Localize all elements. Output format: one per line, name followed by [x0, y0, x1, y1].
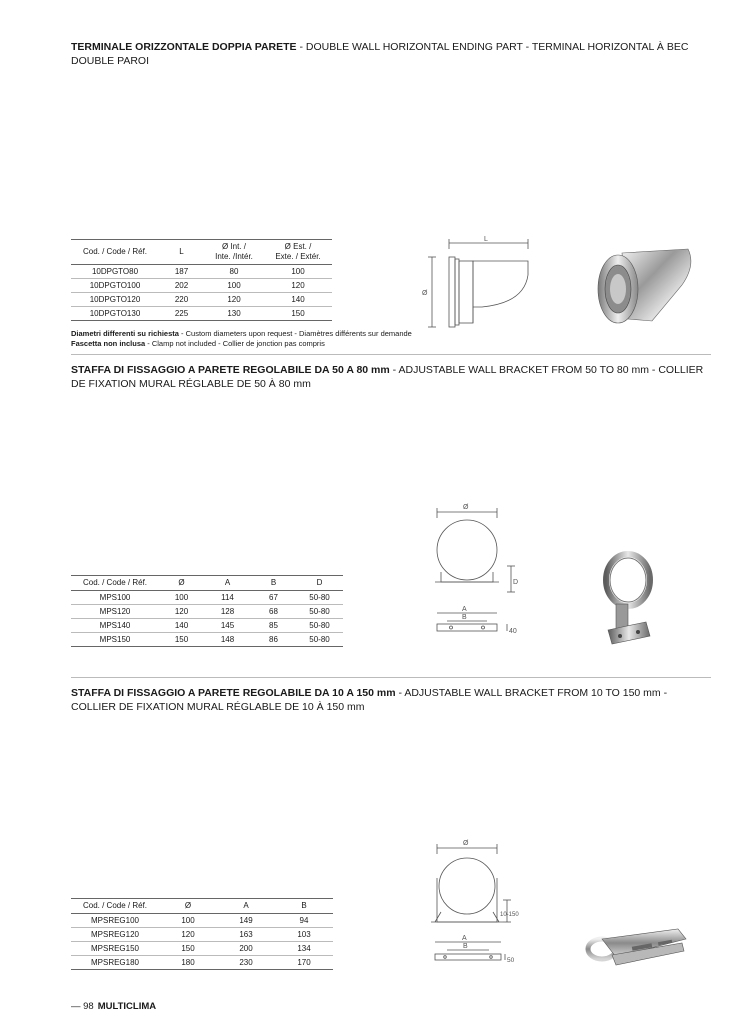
- section2-title-rest: - ADJUSTABLE WALL BRACKET FROM 50 TO 80 mm - COLLIER DE FIXATION MURAL RÉGLABLE DE 50 À 80 mm: [71, 364, 704, 390]
- col-header-code: Cod. / Code / Réf.: [71, 240, 159, 265]
- label-diameter: Ø: [422, 290, 428, 297]
- table-row: MPS120 120 128 68 50-80: [71, 605, 343, 619]
- table-row: 10DPGTO80 187 80 100: [71, 265, 332, 279]
- table-row: MPSREG100 100 149 94: [71, 914, 333, 928]
- col-header-diameter: Ø: [159, 576, 204, 591]
- label-b: B: [462, 614, 467, 621]
- section1-title: [71, 40, 711, 68]
- section1-notes: [71, 329, 412, 349]
- table-row: MPS150 150 148 86 50-80: [71, 633, 343, 647]
- section1-table: [71, 239, 332, 321]
- bracket-photo: [598, 550, 668, 650]
- page-number: — 98: [71, 1001, 94, 1012]
- terminal-photo: [592, 245, 697, 330]
- bracket-technical-drawing: [425, 500, 525, 640]
- label-diameter: Ø: [463, 840, 469, 847]
- label-diameter: Ø: [463, 504, 469, 511]
- section2-title-bold: STAFFA DI FISSAGGIO A PARETE REGOLABILE DA 50 A 80 mm: [71, 364, 390, 376]
- label-d: D: [513, 579, 519, 586]
- section1-title-bold: TERMINALE ORIZZONTALE DOPPIA PARETE: [71, 41, 297, 53]
- section3-table: [71, 898, 333, 970]
- col-header-diameter: Ø: [159, 899, 217, 914]
- col-header-b: B: [275, 899, 333, 914]
- note-clamp: Fascetta non inclusa - Clamp not included - Collier de jonction pas compris: [71, 339, 325, 348]
- section3-title-bold: STAFFA DI FISSAGGIO A PARETE REGOLABILE DA 10 A 150 mm: [71, 687, 396, 699]
- section-divider: [71, 677, 711, 678]
- table-row: MPS100 100 114 67 50-80: [71, 591, 343, 605]
- brand-name: MULTICLIMA: [97, 1001, 157, 1012]
- table-row: MPSREG150 150 200 134: [71, 942, 333, 956]
- label-a: A: [462, 935, 467, 942]
- table-header-row: [71, 240, 332, 265]
- col-header-d: D: [296, 576, 343, 591]
- label-height: 50: [507, 957, 515, 964]
- section2-table: [71, 575, 343, 647]
- col-header-a: A: [204, 576, 251, 591]
- table-row: 10DPGTO100 202 100 120: [71, 279, 332, 293]
- label-range: 10-150: [500, 912, 519, 918]
- table-row: 10DPGTO130 225 130 150: [71, 307, 332, 321]
- page-footer: [71, 1001, 156, 1012]
- col-header-code: Cod. / Code / Réf.: [71, 899, 159, 914]
- label-b: B: [463, 943, 468, 950]
- note-custom-diameters: Diametri differenti su richiesta - Custom diameters upon request - Diamètres différents sur demande: [71, 329, 412, 338]
- terminal-technical-drawing: [420, 235, 540, 335]
- col-header-int: Ø Int. / Inte. /Intér.: [204, 240, 264, 265]
- col-header-a: A: [217, 899, 275, 914]
- table-header-row: [71, 899, 333, 914]
- section3-title-rest: - ADJUSTABLE WALL BRACKET FROM 10 TO 150 mm - COLLIER DE FIXATION MURAL RÉGLABLE DE 10 À 150 mm: [71, 687, 668, 713]
- table-row: MPSREG120 120 163 103: [71, 928, 333, 942]
- section-divider: [71, 354, 711, 355]
- label-a: A: [462, 606, 467, 613]
- table-row: 10DPGTO120 220 120 140: [71, 293, 332, 307]
- col-header-l: L: [159, 240, 204, 265]
- section1-title-rest: - DOUBLE WALL HORIZONTAL ENDING PART - TERMINAL HORIZONTAL À BEC DOUBLE PAROI: [71, 41, 689, 67]
- adjustable-bracket-technical-drawing: [425, 838, 535, 968]
- col-header-code: Cod. / Code / Réf.: [71, 576, 159, 591]
- section3-title: [71, 686, 711, 714]
- adjustable-bracket-photo: [582, 925, 692, 975]
- col-header-b: B: [251, 576, 296, 591]
- label-l: L: [484, 236, 488, 243]
- table-header-row: [71, 576, 343, 591]
- col-header-est: Ø Est. / Exte. / Extér.: [264, 240, 332, 265]
- label-height: 40: [509, 628, 517, 635]
- table-row: MPSREG180 180 230 170: [71, 956, 333, 970]
- table-row: MPS140 140 145 85 50-80: [71, 619, 343, 633]
- section2-title: [71, 363, 711, 391]
